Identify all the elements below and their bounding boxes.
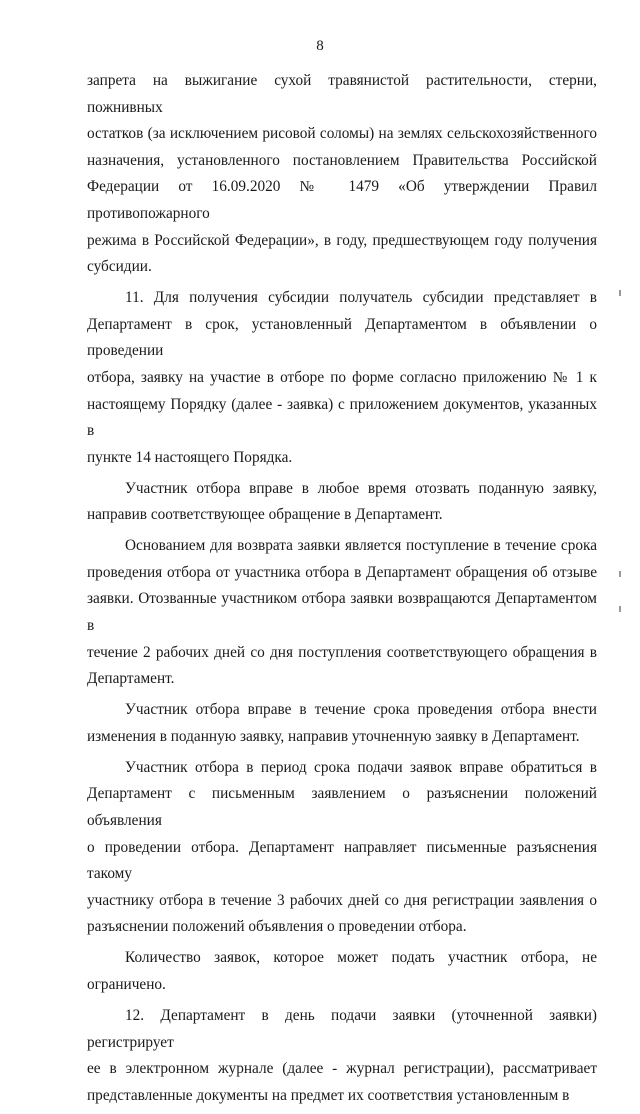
scan-margin-mark [619, 571, 621, 577]
text-line: отбора, заявку на участие в отборе по форме согласно приложению № 1 к [87, 368, 597, 386]
text-line: субсидии. [87, 258, 152, 276]
text-line: Основанием для возврата заявки является поступление в течение срока [125, 537, 597, 555]
document-body [87, 68, 597, 1114]
text-line: режима в Российской Федерации», в году, предшествующем году получения [87, 231, 597, 249]
text-line: заявки. Отозванные участником отбора заявки возвращаются Департаментом в [87, 590, 597, 635]
text-line: назначения, установленного постановлением Правительства Российской [87, 151, 597, 169]
text-line: Участник отбора вправе в течение срока проведения отбора внести [125, 701, 597, 719]
text-line: Участник отбора в период срока подачи заявок вправе обратиться в [125, 758, 597, 776]
text-line: представленные документы на предмет их соответствия установленным в [87, 1086, 570, 1104]
text-line: запрета на выжигание сухой травянистой растительности, стерни, пожнивных [87, 72, 597, 116]
text-line: Департамент. [87, 670, 175, 688]
text-line: течение 2 рабочих дней со дня поступления соответствующего обращения в [87, 643, 597, 661]
text-line: 12. Департамент в день подачи заявки (уточненной заявки) регистрирует [87, 1006, 597, 1051]
text-line: ограничено. [87, 975, 166, 993]
text-line: разъяснении положений объявления о проведении отбора. [87, 918, 467, 936]
text-line: участнику отбора в течение 3 рабочих дней со дня регистрации заявления о [87, 891, 597, 909]
text-line: Департамент в срок, установленный Департаментом в объявлении о проведении [87, 315, 597, 360]
text-line: Федерации от 16.09.2020 № 1479 «Об утверждении Правил противопожарного [87, 178, 597, 222]
text-line: Департамент с письменным заявлением о разъяснении положений объявления [87, 785, 597, 829]
text-line: изменения в поданную заявку, направив уточненную заявку в Департамент. [87, 727, 580, 745]
text-line: ее в электронном журнале (далее - журнал регистрации), рассматривает [87, 1060, 597, 1078]
text-line: Количество заявок, которое может подать участник отбора, не [125, 949, 597, 967]
page-number: 8 [316, 38, 324, 54]
scan-margin-mark [619, 606, 621, 612]
text-line: 11. Для получения субсидии получатель субсидии представляет в [125, 289, 597, 307]
text-line: пункте 14 настоящего Порядка. [87, 448, 293, 466]
text-line: проведения отбора от участника отбора в Департамент обращения об отзыве [87, 563, 597, 581]
text-line: настоящему Порядку (далее - заявка) с приложением документов, указанных в [87, 395, 597, 440]
scan-margin-mark [619, 290, 621, 296]
text-line: направив соответствующее обращение в Департамент. [87, 506, 443, 524]
text-line: остатков (за исключением рисовой соломы) на землях сельскохозяйственного [87, 125, 597, 143]
text-line: о проведении отбора. Департамент направляет письменные разъяснения такому [87, 838, 597, 883]
text-line: Участник отбора вправе в любое время отозвать поданную заявку, [125, 479, 597, 497]
